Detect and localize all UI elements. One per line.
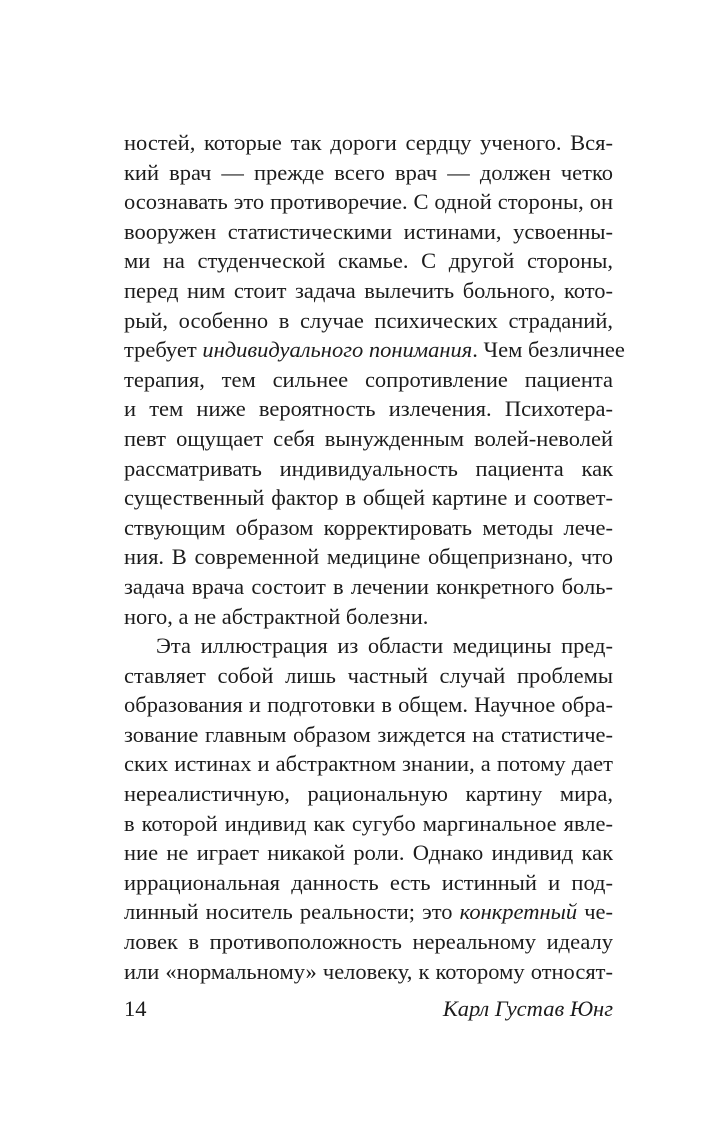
text-segment: иррациональная данность есть истинный и под-	[124, 869, 613, 895]
text-line	[124, 749, 613, 779]
text-segment: ностей, которые так дороги сердцу ученого. Вся-	[124, 130, 613, 155]
text-segment: задача врача состоит в лечении конкретного боль-	[124, 573, 613, 599]
italic-text: конкретный	[459, 899, 578, 925]
paragraph	[124, 631, 613, 986]
text-line	[124, 187, 613, 217]
page-number: 14	[124, 996, 147, 1021]
text-segment: в которой индивид как сугубо маргинальное явле-	[124, 810, 613, 836]
text-segment: нереалистичную, рациональную картину мира,	[124, 781, 613, 807]
text-line	[124, 690, 613, 720]
text-segment: требует	[124, 337, 203, 363]
text-line	[124, 809, 613, 839]
text-line	[124, 542, 613, 572]
text-segment: ставляет собой лишь частный случай проблемы	[124, 662, 613, 688]
text-segment: перед ним стоит задача вылечить больного, кото-	[124, 277, 613, 303]
paragraph	[124, 128, 625, 631]
text-line	[124, 572, 613, 602]
text-line	[124, 957, 613, 987]
text-line	[124, 868, 613, 898]
text-segment: рый, особенно в случае психических страданий,	[124, 307, 613, 333]
text-segment: или «нормальному» человеку, к которому относят-	[124, 958, 613, 984]
text-segment: линный носитель реальности; это	[124, 899, 460, 925]
text-segment: кий врач — прежде всего врач — должен четко	[124, 159, 613, 185]
text-line	[124, 779, 613, 809]
text-segment: зование главным образом зиждется на статистиче-	[124, 721, 613, 747]
text-segment: существенный фактор в общей картине и соответ-	[124, 485, 613, 511]
text-line	[124, 661, 613, 691]
text-line	[124, 365, 613, 395]
page-footer	[124, 994, 613, 1023]
text-line	[124, 217, 613, 247]
text-line	[124, 897, 613, 927]
text-segment: ствующим образом корректировать методы лече-	[124, 514, 613, 540]
text-line	[124, 513, 613, 543]
text-segment: образования и подготовки в общем. Научное обра-	[124, 692, 613, 718]
text-line	[124, 128, 613, 158]
text-segment: Эта иллюстрация из области медицины пред-	[156, 633, 613, 659]
text-line	[124, 276, 613, 306]
text-segment: осознавать это противоречие. С одной стороны, он	[124, 189, 613, 215]
text-line	[124, 631, 613, 661]
text-line	[124, 483, 613, 513]
text-segment: ние не играет никакой роли. Однако индивид как	[124, 840, 613, 866]
text-segment: певт ощущает себя вынужденным волей-неволей	[124, 425, 613, 451]
text-line	[124, 246, 613, 276]
text-line	[124, 158, 613, 188]
text-line	[124, 335, 625, 365]
text-line	[124, 838, 613, 868]
text-segment: терапия, тем сильнее сопротивление пациента	[124, 366, 613, 392]
text-segment: ловек в противоположность нереальному идеалу	[124, 929, 613, 955]
text-segment: и тем ниже вероятность излечения. Психотера-	[124, 396, 613, 422]
body-text	[124, 128, 625, 986]
text-segment: ния. В современной медицине общепризнано, что	[124, 544, 613, 570]
running-footer-author: Карл Густав Юнг	[442, 996, 613, 1021]
text-segment: рассматривать индивидуальность пациента как	[124, 455, 613, 481]
text-segment: ми на студенческой скамье. С другой стороны,	[124, 248, 613, 274]
text-segment: . Чем безличнее	[472, 337, 625, 363]
text-line	[124, 424, 613, 454]
text-segment: ских истинах и абстрактном знании, а потому дает	[124, 751, 613, 777]
text-line	[124, 306, 613, 336]
text-line	[124, 602, 613, 632]
text-line	[124, 927, 613, 957]
text-line	[124, 394, 613, 424]
text-line	[124, 720, 613, 750]
text-segment: ного, а не абстрактной болезни.	[124, 603, 429, 629]
text-segment: вооружен статистическими истинами, усвоенны-	[124, 218, 613, 244]
text-line	[124, 454, 613, 484]
text-segment: че-	[577, 899, 613, 925]
italic-text: индивидуального понимания	[202, 337, 473, 363]
